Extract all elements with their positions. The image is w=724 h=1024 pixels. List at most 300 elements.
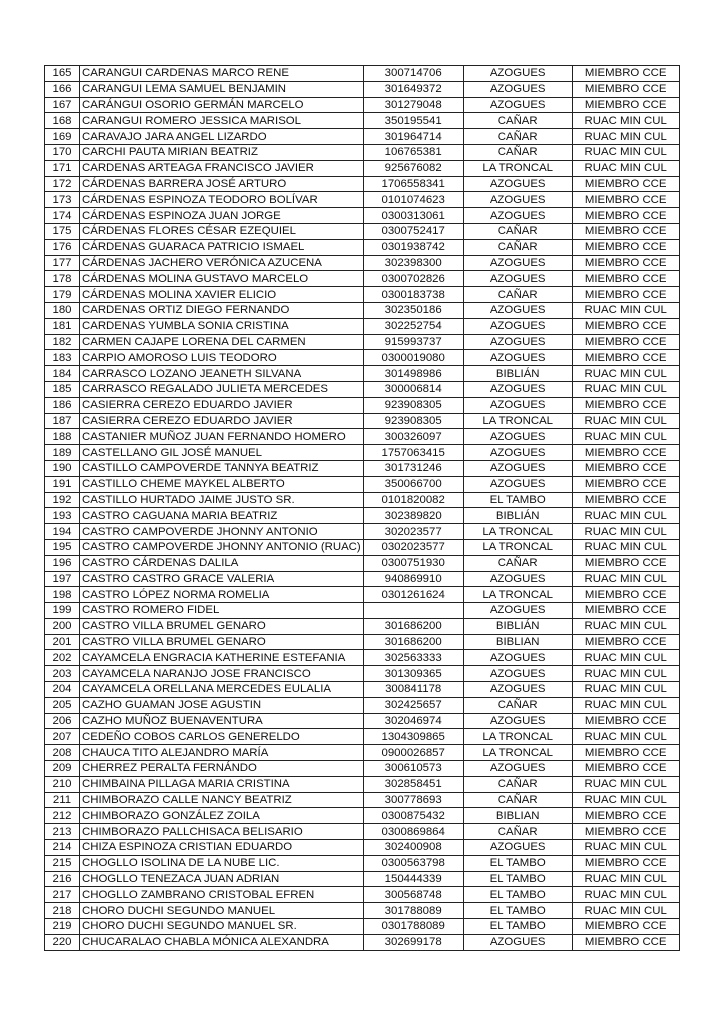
member-name-cell: CHOGLLO TENEZACA JUAN ADRIAN (80, 871, 364, 887)
id-number-cell: 0300702826 (363, 271, 463, 287)
table-row (45, 97, 680, 113)
membership-category-cell: MIEMBRO CCE (572, 66, 679, 82)
membership-category-cell: RUAC MIN CUL (572, 571, 679, 587)
member-name-cell: CARRASCO LOZANO JEANETH SILVANA (80, 366, 364, 382)
row-number-cell: 177 (45, 255, 80, 271)
row-number-cell: 200 (45, 618, 80, 634)
membership-category-cell: RUAC MIN CUL (572, 524, 679, 540)
row-number-cell: 215 (45, 855, 80, 871)
id-number-cell: 0302023577 (363, 539, 463, 555)
city-cell: BIBLIÁN (463, 366, 572, 382)
membership-category-cell: MIEMBRO CCE (572, 208, 679, 224)
member-name-cell: CHAUCA TITO ALEJANDRO MARÍA (80, 745, 364, 761)
id-number-cell: 302858451 (363, 776, 463, 792)
city-cell: AZOGUES (463, 176, 572, 192)
city-cell: LA TRONCAL (463, 413, 572, 429)
table-row (45, 113, 680, 129)
id-number-cell: 0300752417 (363, 223, 463, 239)
membership-category-cell: MIEMBRO CCE (572, 81, 679, 97)
membership-category-cell: MIEMBRO CCE (572, 934, 679, 950)
row-number-cell: 173 (45, 192, 80, 208)
table-row (45, 192, 680, 208)
city-cell: LA TRONCAL (463, 524, 572, 540)
id-number-cell: 301686200 (363, 618, 463, 634)
member-name-cell: CÁRDENAS FLORES CÉSAR EZEQUIEL (80, 223, 364, 239)
membership-category-cell: MIEMBRO CCE (572, 745, 679, 761)
city-cell: EL TAMBO (463, 919, 572, 935)
membership-category-cell: MIEMBRO CCE (572, 97, 679, 113)
membership-category-cell: RUAC MIN CUL (572, 887, 679, 903)
membership-category-cell: MIEMBRO CCE (572, 555, 679, 571)
city-cell: AZOGUES (463, 476, 572, 492)
membership-category-cell: RUAC MIN CUL (572, 840, 679, 856)
row-number-cell: 166 (45, 81, 80, 97)
city-cell: EL TAMBO (463, 855, 572, 871)
member-name-cell: CÁRDENAS ESPINOZA JUAN JORGE (80, 208, 364, 224)
membership-category-cell: RUAC MIN CUL (572, 508, 679, 524)
city-cell: EL TAMBO (463, 903, 572, 919)
table-row (45, 761, 680, 777)
membership-category-cell: RUAC MIN CUL (572, 539, 679, 555)
city-cell: CAÑAR (463, 824, 572, 840)
member-name-cell: CHORO DUCHI SEGUNDO MANUEL (80, 903, 364, 919)
id-number-cell: 301279048 (363, 97, 463, 113)
member-name-cell: CASTRO CAMPOVERDE JHONNY ANTONIO (RUAC) (80, 539, 364, 555)
member-name-cell: CÁRDENAS JACHERO VERÓNICA AZUCENA (80, 255, 364, 271)
membership-category-cell: RUAC MIN CUL (572, 697, 679, 713)
membership-category-cell: MIEMBRO CCE (572, 919, 679, 935)
member-name-cell: CARRASCO REGALADO JULIETA MERCEDES (80, 381, 364, 397)
row-number-cell: 208 (45, 745, 80, 761)
table-row (45, 208, 680, 224)
table-row (45, 824, 680, 840)
row-number-cell: 207 (45, 729, 80, 745)
member-name-cell: CAZHO MUÑOZ BUENAVENTURA (80, 713, 364, 729)
city-cell: BIBLIAN (463, 808, 572, 824)
membership-category-cell: RUAC MIN CUL (572, 113, 679, 129)
member-name-cell: CARCHI PAUTA MIRIAN BEATRIZ (80, 144, 364, 160)
table-row (45, 255, 680, 271)
membership-category-cell: RUAC MIN CUL (572, 871, 679, 887)
member-name-cell: CASTILLO CHEME MAYKEL ALBERTO (80, 476, 364, 492)
member-name-cell: CARDENAS ORTIZ DIEGO FERNANDO (80, 302, 364, 318)
row-number-cell: 191 (45, 476, 80, 492)
row-number-cell: 182 (45, 334, 80, 350)
table-row (45, 887, 680, 903)
row-number-cell: 183 (45, 350, 80, 366)
table-row (45, 160, 680, 176)
member-name-cell: CAYAMCELA ENGRACIA KATHERINE ESTEFANIA (80, 650, 364, 666)
row-number-cell: 170 (45, 144, 80, 160)
id-number-cell: 302398300 (363, 255, 463, 271)
id-number-cell: 300326097 (363, 429, 463, 445)
city-cell: AZOGUES (463, 713, 572, 729)
city-cell: EL TAMBO (463, 887, 572, 903)
membership-category-cell: RUAC MIN CUL (572, 792, 679, 808)
city-cell: CAÑAR (463, 697, 572, 713)
member-name-cell: CASTRO ROMERO FIDEL (80, 603, 364, 619)
city-cell: AZOGUES (463, 840, 572, 856)
membership-category-cell: MIEMBRO CCE (572, 350, 679, 366)
city-cell: AZOGUES (463, 192, 572, 208)
member-name-cell: CARÁNGUI OSORIO GERMÁN MARCELO (80, 97, 364, 113)
id-number-cell: 106765381 (363, 144, 463, 160)
table-row (45, 539, 680, 555)
city-cell: CAÑAR (463, 223, 572, 239)
row-number-cell: 201 (45, 634, 80, 650)
member-name-cell: CARMEN CAJAPE LORENA DEL CARMEN (80, 334, 364, 350)
city-cell: CAÑAR (463, 239, 572, 255)
row-number-cell: 175 (45, 223, 80, 239)
id-number-cell: 923908305 (363, 397, 463, 413)
city-cell: CAÑAR (463, 776, 572, 792)
member-name-cell: CAYAMCELA ORELLANA MERCEDES EULALIA (80, 682, 364, 698)
member-name-cell: CÁRDENAS GUARACA PATRICIO ISMAEL (80, 239, 364, 255)
membership-category-cell: MIEMBRO CCE (572, 192, 679, 208)
table-row (45, 302, 680, 318)
id-number-cell (363, 603, 463, 619)
row-number-cell: 184 (45, 366, 80, 382)
table-row (45, 381, 680, 397)
member-name-cell: CARANGUI CARDENAS MARCO RENE (80, 66, 364, 82)
row-number-cell: 209 (45, 761, 80, 777)
member-name-cell: CAYAMCELA NARANJO JOSE FRANCISCO (80, 666, 364, 682)
city-cell: AZOGUES (463, 682, 572, 698)
row-number-cell: 180 (45, 302, 80, 318)
row-number-cell: 214 (45, 840, 80, 856)
city-cell: LA TRONCAL (463, 745, 572, 761)
row-number-cell: 218 (45, 903, 80, 919)
id-number-cell: 1757063415 (363, 445, 463, 461)
id-number-cell: 0300313061 (363, 208, 463, 224)
city-cell: AZOGUES (463, 81, 572, 97)
membership-category-cell: MIEMBRO CCE (572, 239, 679, 255)
table-row (45, 840, 680, 856)
city-cell: CAÑAR (463, 792, 572, 808)
table-row (45, 271, 680, 287)
table-row (45, 855, 680, 871)
member-name-cell: CASIERRA CEREZO EDUARDO JAVIER (80, 397, 364, 413)
membership-category-cell: MIEMBRO CCE (572, 476, 679, 492)
city-cell: AZOGUES (463, 460, 572, 476)
id-number-cell: 915993737 (363, 334, 463, 350)
row-number-cell: 202 (45, 650, 80, 666)
membership-category-cell: RUAC MIN CUL (572, 666, 679, 682)
row-number-cell: 195 (45, 539, 80, 555)
member-name-cell: CHIMBAINA PILLAGA MARIA CRISTINA (80, 776, 364, 792)
table-row (45, 239, 680, 255)
membership-category-cell: MIEMBRO CCE (572, 634, 679, 650)
table-row (45, 603, 680, 619)
member-name-cell: CASTRO CÁRDENAS DALILA (80, 555, 364, 571)
membership-category-cell: MIEMBRO CCE (572, 318, 679, 334)
city-cell: AZOGUES (463, 318, 572, 334)
membership-category-cell: RUAC MIN CUL (572, 650, 679, 666)
member-name-cell: CHOGLLO ISOLINA DE LA NUBE LIC. (80, 855, 364, 871)
id-number-cell: 1304309865 (363, 729, 463, 745)
id-number-cell: 0300019080 (363, 350, 463, 366)
city-cell: AZOGUES (463, 208, 572, 224)
membership-category-cell: MIEMBRO CCE (572, 176, 679, 192)
membership-category-cell: MIEMBRO CCE (572, 397, 679, 413)
member-name-cell: CHUCARALAO CHABLA MÓNICA ALEXANDRA (80, 934, 364, 950)
row-number-cell: 171 (45, 160, 80, 176)
id-number-cell: 302389820 (363, 508, 463, 524)
id-number-cell: 0101820082 (363, 492, 463, 508)
id-number-cell: 350195541 (363, 113, 463, 129)
city-cell: LA TRONCAL (463, 539, 572, 555)
membership-category-cell: MIEMBRO CCE (572, 287, 679, 303)
id-number-cell: 0101074623 (363, 192, 463, 208)
table-row (45, 413, 680, 429)
id-number-cell: 301964714 (363, 129, 463, 145)
id-number-cell: 301731246 (363, 460, 463, 476)
id-number-cell: 301788089 (363, 903, 463, 919)
id-number-cell: 302252754 (363, 318, 463, 334)
member-name-cell: CÁRDENAS ESPINOZA TEODORO BOLÍVAR (80, 192, 364, 208)
city-cell: LA TRONCAL (463, 729, 572, 745)
membership-category-cell: RUAC MIN CUL (572, 302, 679, 318)
row-number-cell: 198 (45, 587, 80, 603)
city-cell: AZOGUES (463, 381, 572, 397)
city-cell: BIBLIÁN (463, 618, 572, 634)
registry-table (44, 65, 680, 951)
table-row (45, 144, 680, 160)
id-number-cell: 0300563798 (363, 855, 463, 871)
table-row (45, 903, 680, 919)
membership-category-cell: MIEMBRO CCE (572, 587, 679, 603)
member-name-cell: CARANGUI ROMERO JESSICA MARISOL (80, 113, 364, 129)
id-number-cell: 350066700 (363, 476, 463, 492)
row-number-cell: 189 (45, 445, 80, 461)
member-name-cell: CASTRO VILLA BRUMEL GENARO (80, 634, 364, 650)
city-cell: EL TAMBO (463, 492, 572, 508)
row-number-cell: 205 (45, 697, 80, 713)
member-name-cell: CÁRDENAS BARRERA JOSÉ ARTURO (80, 176, 364, 192)
id-number-cell: 302563333 (363, 650, 463, 666)
table-row (45, 808, 680, 824)
table-row (45, 66, 680, 82)
row-number-cell: 172 (45, 176, 80, 192)
city-cell: CAÑAR (463, 555, 572, 571)
city-cell: CAÑAR (463, 287, 572, 303)
id-number-cell: 150444339 (363, 871, 463, 887)
id-number-cell: 300568748 (363, 887, 463, 903)
city-cell: AZOGUES (463, 350, 572, 366)
member-name-cell: CHIZA ESPINOZA CRISTIAN EDUARDO (80, 840, 364, 856)
membership-category-cell: MIEMBRO CCE (572, 824, 679, 840)
membership-category-cell: MIEMBRO CCE (572, 808, 679, 824)
member-name-cell: CAZHO GUAMAN JOSE AGUSTIN (80, 697, 364, 713)
member-name-cell: CASTRO VILLA BRUMEL GENARO (80, 618, 364, 634)
table-row (45, 634, 680, 650)
city-cell: AZOGUES (463, 603, 572, 619)
table-row (45, 460, 680, 476)
member-name-cell: CÁRDENAS MOLINA XAVIER ELICIO (80, 287, 364, 303)
row-number-cell: 204 (45, 682, 80, 698)
table-row (45, 697, 680, 713)
row-number-cell: 210 (45, 776, 80, 792)
table-row (45, 476, 680, 492)
table-row (45, 81, 680, 97)
city-cell: AZOGUES (463, 66, 572, 82)
table-row (45, 508, 680, 524)
city-cell: CAÑAR (463, 129, 572, 145)
id-number-cell: 0300869864 (363, 824, 463, 840)
city-cell: AZOGUES (463, 334, 572, 350)
membership-category-cell: RUAC MIN CUL (572, 729, 679, 745)
member-name-cell: CHERREZ PERALTA FERNÁNDO (80, 761, 364, 777)
id-number-cell: 302350186 (363, 302, 463, 318)
member-name-cell: CASTANIER MUÑOZ JUAN FERNANDO HOMERO (80, 429, 364, 445)
id-number-cell: 302046974 (363, 713, 463, 729)
membership-category-cell: RUAC MIN CUL (572, 144, 679, 160)
table-row (45, 129, 680, 145)
city-cell: AZOGUES (463, 397, 572, 413)
id-number-cell: 302425657 (363, 697, 463, 713)
membership-category-cell: RUAC MIN CUL (572, 682, 679, 698)
table-row (45, 445, 680, 461)
row-number-cell: 185 (45, 381, 80, 397)
city-cell: AZOGUES (463, 255, 572, 271)
table-row (45, 729, 680, 745)
id-number-cell: 301309365 (363, 666, 463, 682)
member-name-cell: CHOGLLO ZAMBRANO CRISTOBAL EFREN (80, 887, 364, 903)
id-number-cell: 300006814 (363, 381, 463, 397)
row-number-cell: 197 (45, 571, 80, 587)
table-row (45, 318, 680, 334)
row-number-cell: 219 (45, 919, 80, 935)
table-row (45, 776, 680, 792)
city-cell: LA TRONCAL (463, 160, 572, 176)
member-name-cell: CARDENAS ARTEAGA FRANCISCO JAVIER (80, 160, 364, 176)
member-name-cell: CASTRO CAMPOVERDE JHONNY ANTONIO (80, 524, 364, 540)
id-number-cell: 301686200 (363, 634, 463, 650)
row-number-cell: 194 (45, 524, 80, 540)
table-row (45, 871, 680, 887)
membership-category-cell: MIEMBRO CCE (572, 855, 679, 871)
row-number-cell: 211 (45, 792, 80, 808)
row-number-cell: 217 (45, 887, 80, 903)
membership-category-cell: RUAC MIN CUL (572, 429, 679, 445)
row-number-cell: 179 (45, 287, 80, 303)
table-row (45, 713, 680, 729)
row-number-cell: 196 (45, 555, 80, 571)
member-name-cell: CÁRDENAS MOLINA GUSTAVO MARCELO (80, 271, 364, 287)
member-name-cell: CASTRO LÓPEZ NORMA ROMELIA (80, 587, 364, 603)
city-cell: BIBLIÁN (463, 508, 572, 524)
city-cell: AZOGUES (463, 934, 572, 950)
city-cell: AZOGUES (463, 271, 572, 287)
id-number-cell: 300714706 (363, 66, 463, 82)
city-cell: AZOGUES (463, 571, 572, 587)
id-number-cell: 1706558341 (363, 176, 463, 192)
id-number-cell: 300778693 (363, 792, 463, 808)
table-row (45, 223, 680, 239)
table-row (45, 334, 680, 350)
id-number-cell: 302699178 (363, 934, 463, 950)
row-number-cell: 174 (45, 208, 80, 224)
row-number-cell: 187 (45, 413, 80, 429)
row-number-cell: 206 (45, 713, 80, 729)
member-name-cell: CASTRO CAGUANA MARIA BEATRIZ (80, 508, 364, 524)
row-number-cell: 165 (45, 66, 80, 82)
member-name-cell: CHIMBORAZO CALLE NANCY BEATRIZ (80, 792, 364, 808)
city-cell: AZOGUES (463, 429, 572, 445)
id-number-cell: 940869910 (363, 571, 463, 587)
id-number-cell: 0301261624 (363, 587, 463, 603)
membership-category-cell: MIEMBRO CCE (572, 492, 679, 508)
city-cell: AZOGUES (463, 666, 572, 682)
table-row (45, 176, 680, 192)
row-number-cell: 220 (45, 934, 80, 950)
row-number-cell: 193 (45, 508, 80, 524)
membership-category-cell: MIEMBRO CCE (572, 761, 679, 777)
id-number-cell: 923908305 (363, 413, 463, 429)
member-name-cell: CASTILLO CAMPOVERDE TANNYA BEATRIZ (80, 460, 364, 476)
id-number-cell: 0300875432 (363, 808, 463, 824)
city-cell: AZOGUES (463, 650, 572, 666)
table-row (45, 287, 680, 303)
id-number-cell: 0301938742 (363, 239, 463, 255)
row-number-cell: 186 (45, 397, 80, 413)
membership-category-cell: MIEMBRO CCE (572, 255, 679, 271)
table-row (45, 366, 680, 382)
row-number-cell: 168 (45, 113, 80, 129)
member-name-cell: CARDENAS YUMBLA SONIA CRISTINA (80, 318, 364, 334)
id-number-cell: 0300751930 (363, 555, 463, 571)
membership-category-cell: MIEMBRO CCE (572, 460, 679, 476)
table-row (45, 650, 680, 666)
membership-category-cell: RUAC MIN CUL (572, 413, 679, 429)
membership-category-cell: RUAC MIN CUL (572, 776, 679, 792)
member-name-cell: CARANGUI LEMA SAMUEL BENJAMIN (80, 81, 364, 97)
city-cell: AZOGUES (463, 97, 572, 113)
member-name-cell: CASIERRA CEREZO EDUARDO JAVIER (80, 413, 364, 429)
id-number-cell: 0300183738 (363, 287, 463, 303)
id-number-cell: 302400908 (363, 840, 463, 856)
membership-category-cell: RUAC MIN CUL (572, 129, 679, 145)
id-number-cell: 925676082 (363, 160, 463, 176)
id-number-cell: 300610573 (363, 761, 463, 777)
table-row (45, 919, 680, 935)
registry-table-body (45, 66, 680, 951)
row-number-cell: 176 (45, 239, 80, 255)
row-number-cell: 190 (45, 460, 80, 476)
membership-category-cell: RUAC MIN CUL (572, 160, 679, 176)
table-row (45, 792, 680, 808)
membership-category-cell: MIEMBRO CCE (572, 445, 679, 461)
city-cell: BIBLIAN (463, 634, 572, 650)
table-row (45, 350, 680, 366)
member-name-cell: CEDEÑO COBOS CARLOS GENERELDO (80, 729, 364, 745)
id-number-cell: 300841178 (363, 682, 463, 698)
table-row (45, 492, 680, 508)
table-row (45, 397, 680, 413)
membership-category-cell: RUAC MIN CUL (572, 618, 679, 634)
city-cell: EL TAMBO (463, 871, 572, 887)
row-number-cell: 192 (45, 492, 80, 508)
membership-category-cell: MIEMBRO CCE (572, 223, 679, 239)
id-number-cell: 302023577 (363, 524, 463, 540)
membership-category-cell: MIEMBRO CCE (572, 713, 679, 729)
member-name-cell: CARPIO AMOROSO LUIS TEODORO (80, 350, 364, 366)
table-row (45, 587, 680, 603)
row-number-cell: 216 (45, 871, 80, 887)
id-number-cell: 301649372 (363, 81, 463, 97)
id-number-cell: 0900026857 (363, 745, 463, 761)
id-number-cell: 301498986 (363, 366, 463, 382)
